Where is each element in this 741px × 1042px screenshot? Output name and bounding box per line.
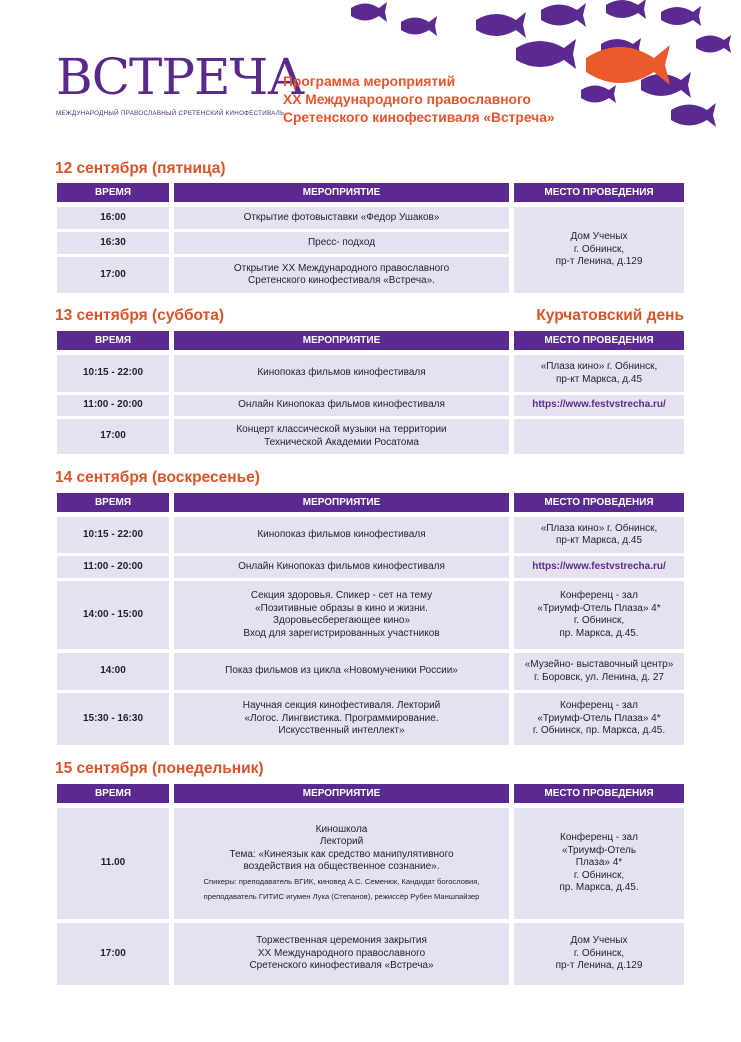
column-header-place: МЕСТО ПРОВЕДЕНИЯ [514,493,684,512]
place-cell[interactable] [514,556,684,578]
day-extra-title: Курчатовский день [536,307,684,324]
event-cell: Открытие фотовыставки «Федор Ушаков» [174,207,509,229]
event-cell: Кинопоказ фильмов кинофестиваля [174,355,509,392]
place-cell: Дом Ученых г. Обнинск, пр-т Ленина, д.129 [514,207,684,293]
event-cell: Открытие XX Международного православного Сретенского кинофестиваля «Встреча». [174,257,509,293]
time-cell: 16:30 [57,232,169,254]
event-cell: Научная секция кинофестиваля. Лекторий «Логос. Лингвистика. Программирование. Искусственный интеллект» [174,693,509,745]
logo-text: ВСТРЕЧА [56,48,305,106]
place-cell [514,419,684,454]
logo-subtitle: МЕЖДУНАРОДНЫЙ ПРАВОСЛАВНЫЙ СРЕТЕНСКИЙ КИНОФЕСТИВАЛЬ [56,110,285,117]
time-cell: 17:00 [57,257,169,293]
column-header-place: МЕСТО ПРОВЕДЕНИЯ [514,784,684,803]
event-cell: Показ фильмов из цикла «Новомученики России» [174,653,509,690]
event-cell: Секция здоровья. Спикер - сет на тему «Позитивные образы в кино и жизни. Здоровьесберегающее кино» Вход для зарегистрированных участников [174,581,509,649]
time-cell: 15:30 - 16:30 [57,693,169,745]
place-cell: «Музейно- выставочный центр» г. Боровск, ул. Ленина, д. 27 [514,653,684,690]
place-cell[interactable] [514,395,684,416]
column-header-place: МЕСТО ПРОВЕДЕНИЯ [514,331,684,350]
festival-link[interactable]: https://www.festvstrecha.ru/ [532,399,666,411]
column-header-time: ВРЕМЯ [57,493,169,512]
event-cell: Онлайн Кинопоказ фильмов кинофестиваля [174,395,509,416]
event-cell: Пресс- подход [174,232,509,254]
column-header-time: ВРЕМЯ [57,331,169,350]
column-header-time: ВРЕМЯ [57,784,169,803]
place-cell: «Плаза кино» г. Обнинск, пр-кт Маркса, д.45 [514,355,684,392]
column-header-place: МЕСТО ПРОВЕДЕНИЯ [514,183,684,202]
time-cell: 11:00 - 20:00 [57,395,169,416]
place-cell: Конференц - зал «Триумф-Отель Плаза» 4* г. Обнинск, пр. Маркса, д.45. [514,581,684,649]
day-title: 15 сентября (понедельник) [55,760,264,777]
column-header-event: МЕРОПРИЯТИЕ [174,331,509,350]
time-cell: 14:00 [57,653,169,690]
event-cell: Торжественная церемония закрытия XX Международного православного Сретенского кинофестиваля «Встреча» [174,923,509,985]
column-header-event: МЕРОПРИЯТИЕ [174,784,509,803]
day-title: 13 сентября (суббота) [55,307,224,324]
time-cell: 14:00 - 15:00 [57,581,169,649]
page-title: Программа мероприятий XX Международного православного Сретенского кинофестиваля «Встреча» [283,74,555,125]
event-cell: Киношкола Лекторий Тема: «Кинеязык как средство манипулятивного воздействия на общественное сознание». Спикеры: преподаватель ВГИК, киновед А.С. Семенюк, Кандидат богословия, преподаватель ГИТИС игумен Лука (Степанов), режиссёр Рубен Маншпайзер [174,808,509,919]
time-cell: 10:15 - 22:00 [57,517,169,553]
time-cell: 10:15 - 22:00 [57,355,169,392]
column-header-event: МЕРОПРИЯТИЕ [174,493,509,512]
column-header-time: ВРЕМЯ [57,183,169,202]
event-cell: Кинопоказ фильмов кинофестиваля [174,517,509,553]
festival-link[interactable]: https://www.festvstrecha.ru/ [532,560,666,572]
time-cell: 16:00 [57,207,169,229]
day-title: 14 сентября (воскресенье) [55,469,260,486]
festival-logo [56,48,305,117]
time-cell: 17:00 [57,923,169,985]
place-cell: Конференц - зал «Триумф-Отель Плаза» 4* г. Обнинск, пр. Маркса, д.45. [514,693,684,745]
event-speakers: Спикеры: преподаватель ВГИК, киновед А.С. Семенюк, Кандидат богословия, преподаватель ГИТИС игумен Лука (Степанов), режиссёр Рубен Маншпайзер [203,876,480,901]
time-cell: 11:00 - 20:00 [57,556,169,578]
event-cell: Онлайн Кинопоказ фильмов кинофестиваля [174,556,509,578]
place-cell: Дом Ученых г. Обнинск, пр-т Ленина, д.129 [514,923,684,985]
place-cell: «Плаза кино» г. Обнинск, пр-кт Маркса, д.45 [514,517,684,553]
time-cell: 11.00 [57,808,169,919]
day-title: 12 сентября (пятница) [55,160,226,177]
place-cell: Конференц - зал «Триумф-Отель Плаза» 4* г. Обнинск, пр. Маркса, д.45. [514,808,684,919]
column-header-event: МЕРОПРИЯТИЕ [174,183,509,202]
event-cell: Концерт классической музыки на территории Технической Академии Росатома [174,419,509,454]
time-cell: 17:00 [57,419,169,454]
